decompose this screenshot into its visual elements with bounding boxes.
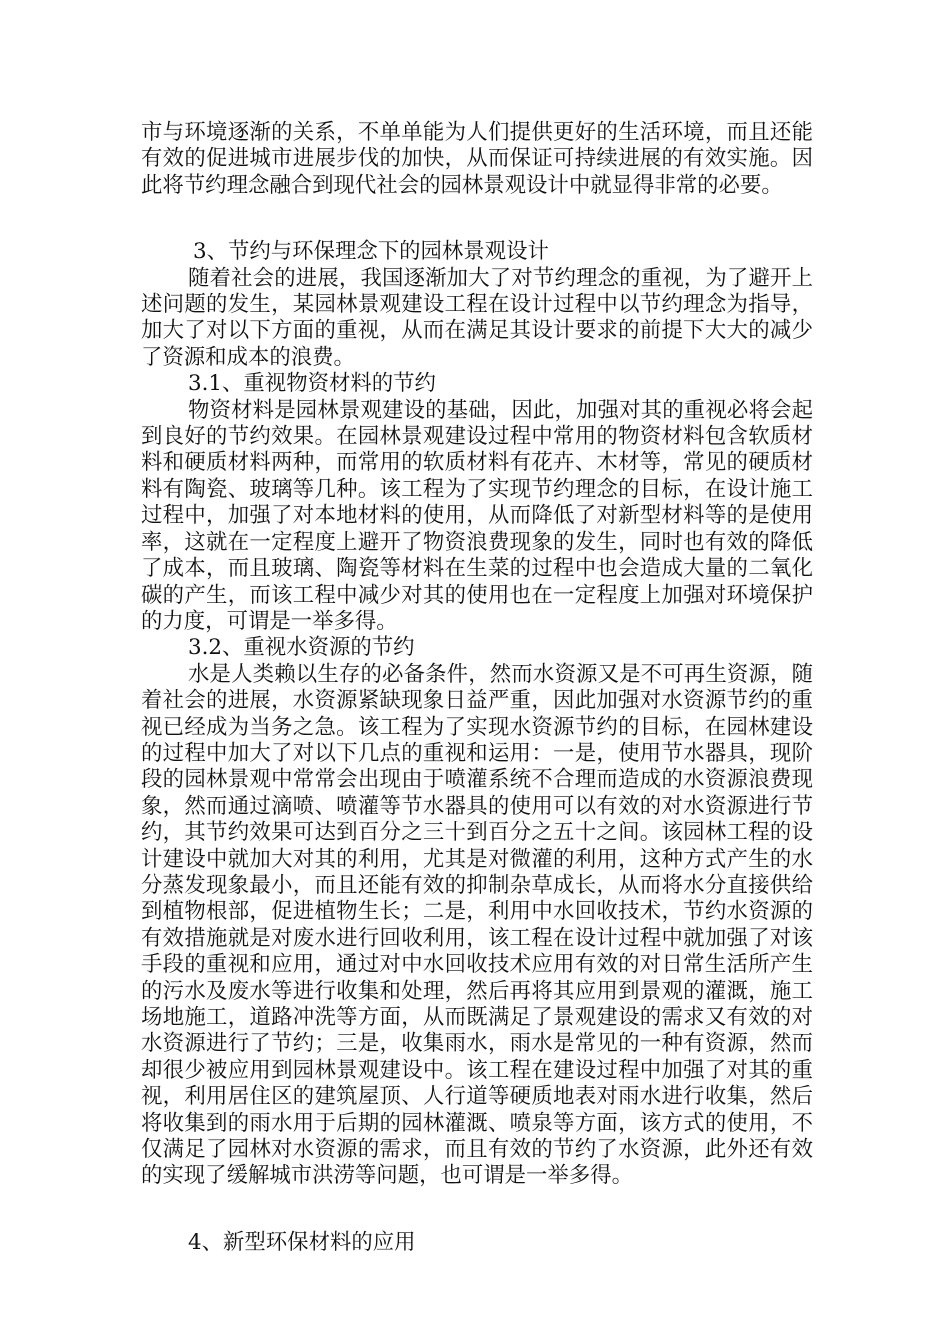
section-heading-4: 4、新型环保材料的应用 [188, 1229, 416, 1255]
paragraph-section-3-1: 物资材料是园林景观建设的基础，因此，加强对其的重视必将会起到良好的节约效果。在园林景观建设过程中常用的物资材料包含软质材料和硬质材料两种，而常用的软质材料有花卉、木材等，常见的硬质材料有陶瓷、玻璃等几种。该工程为了实现节约理念的目标，在设计施工过程中，加强了对本地材料的使用，从而降低了对新型材料等的是使用率，这就在一定程度上避开了物资浪费现象的发生，同时也有效的降低了成本，而且玻璃、陶瓷等材料在生菜的过程中也会造成大量的二氧化碳的产生，而该工程中减少对其的使用也在一定程度上加强对环境保护的力度，可谓是一举多得。 [141, 397, 813, 634]
section-heading-3: 3、节约与环保理念下的园林景观设计 [193, 239, 549, 265]
paragraph-section-3: 随着社会的进展，我国逐渐加大了对节约理念的重视，为了避开上述问题的发生，某园林景观建设工程在设计过程中以节约理念为指导，加大了对以下方面的重视，从而在满足其设计要求的前提下大大的减少了资源和成本的浪费。 [141, 265, 813, 370]
subsection-heading-3-1: 3.1、重视物资材料的节约 [188, 371, 436, 397]
paragraph-intro-continued: 市与环境逐渐的关系，不单单能为人们提供更好的生活环境，而且还能有效的促进城市进展步伐的加快，从而保证可持续进展的有效实施。因此将节约理念融合到现代社会的园林景观设计中就显得非常的必要。 [141, 120, 813, 198]
document-page [141, 120, 813, 1256]
spacer [141, 199, 813, 239]
spacer [141, 1190, 813, 1230]
paragraph-section-3-2: 水是人类赖以生存的必备条件，然而水资源又是不可再生资源，随着社会的进展，水资源紧缺现象日益严重，因此加强对水资源节约的重视已经成为当务之急。该工程为了实现水资源节约的目标，在园林建设的过程中加大了对以下几点的重视和运用：一是，使用节水器具，现阶段的园林景观中常常会出现由于喷灌系统不合理而造成的水资源浪费现象，然而通过滴喷、喷灌等节水器具的使用可以有效的对水资源进行节约，其节约效果可达到百分之三十到百分之五十之间。该园林工程的设计建设中就加大对其的利用，尤其是对微灌的利用，这种方式产生的水分蒸发现象最小，而且还能有效的抑制杂草成长，从而将水分直接供给到植物根部，促进植物生长；二是，利用中水回收技术，节约水资源的有效措施就是对废水进行回收利用，该工程在设计过程中就加强了对该手段的重视和应用，通过对中水回收技术应用有效的对日常生活所产生的污水及废水等进行收集和处理，然后再将其应用到景观的灌溉，施工场地施工，道路冲洗等方面，从而既满足了景观建设的需求又有效的对水资源进行了节约；三是，收集雨水，雨水是常见的一种有资源，然而却很少被应用到园林景观建设中。该工程在建设过程中加强了对其的重视，利用居住区的建筑屋顶、人行道等硬质地表对雨水进行收集，然后将收集到的雨水用于后期的园林灌溉、喷泉等方面，该方式的使用，不仅满足了园林对水资源的需求，而且有效的节约了水资源，此外还有效的实现了缓解城市洪涝等问题，也可谓是一举多得。 [141, 661, 813, 1189]
subsection-heading-3-2: 3.2、重视水资源的节约 [188, 635, 415, 661]
